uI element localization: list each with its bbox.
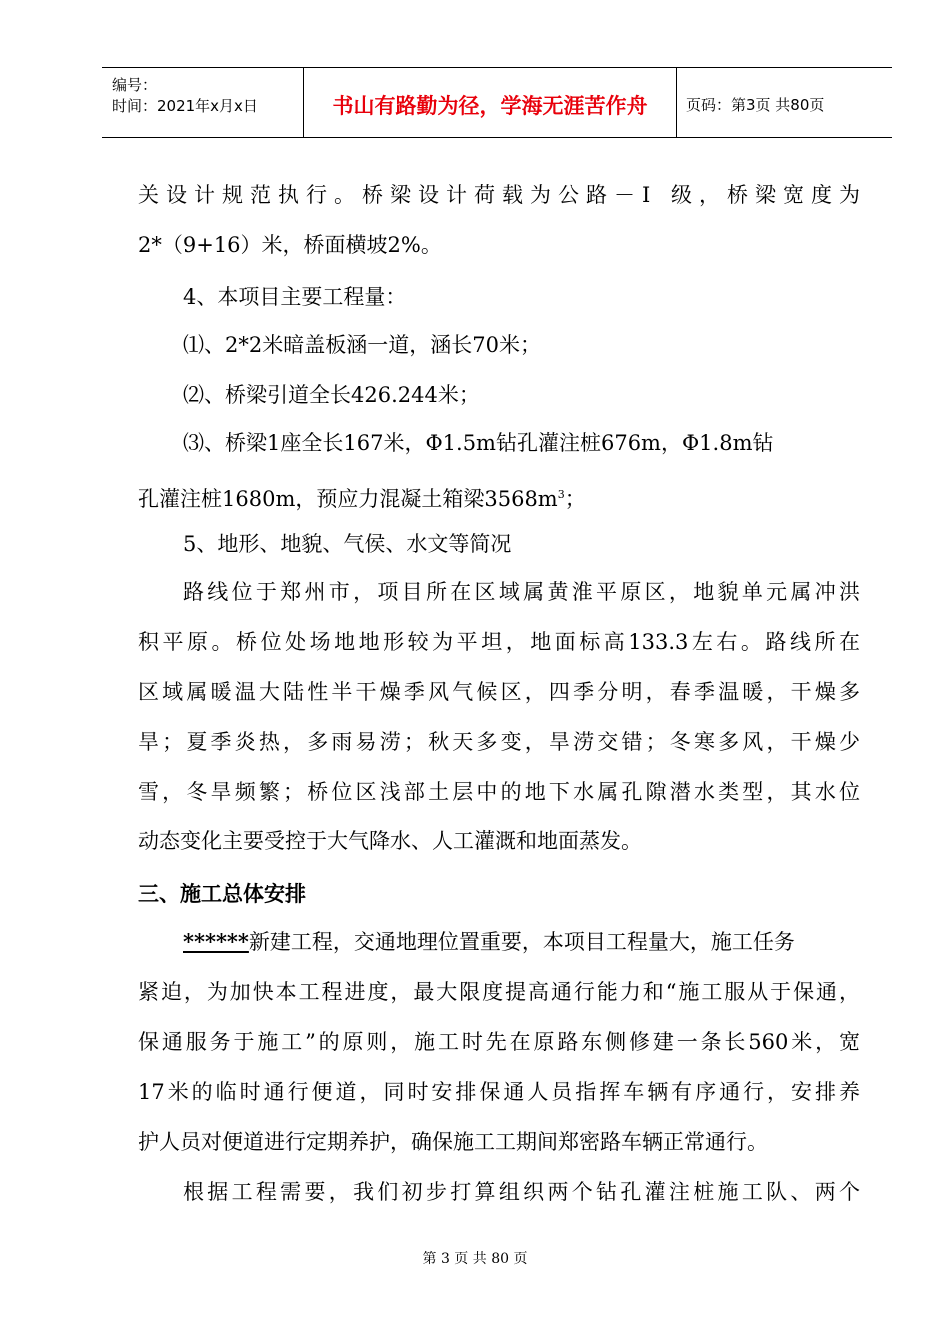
- list-item: ⑴、2*2米暗盖板涵一道，涵长70米；: [183, 333, 541, 357]
- paragraph-line: 关设计规范执行。桥梁设计荷载为公路－Ⅰ 级，桥梁宽度为: [138, 183, 860, 207]
- paragraph-line: 护人员对便道进行定期养护，确保施工工期间郑密路车辆正常通行。: [138, 1130, 768, 1154]
- paragraph-line: 旱；夏季炎热，多雨易涝；秋天多变，旱涝交错；冬寒多风，干燥少: [138, 730, 860, 754]
- list-item: ⑶、桥梁1座全长167米，Φ1.5m钻孔灌注桩676m，Φ1.8m钻: [183, 431, 774, 455]
- header-motto-cell: [304, 68, 677, 137]
- page-footer: 第 3 页 共 80 页: [422, 1251, 528, 1267]
- redacted-name: ******: [183, 929, 249, 954]
- superscript: 3: [557, 488, 565, 501]
- list-item: 5、地形、地貌、气侯、水文等简况: [183, 532, 512, 556]
- paragraph-line: [138, 481, 860, 513]
- motto-text: 书山有路勤为径，学海无涯苦作舟: [332, 94, 648, 118]
- paragraph-line: 保通服务于施工”的原则，施工时先在原路东侧修建一条长560米，宽: [138, 1030, 860, 1054]
- page-code: 页码：第3页 共80页: [686, 96, 825, 114]
- time-label: 时间：2021年x月x日: [112, 97, 258, 115]
- paragraph-line: 路线位于郑州市，项目所在区域属黄淮平原区，地貌单元属冲洪: [183, 580, 860, 604]
- paragraph-line: 雪，冬旱频繁；桥位区浅部土层中的地下水属孔隙潜水类型，其水位: [138, 780, 860, 804]
- list-item: ⑵、桥梁引道全长426.244米；: [183, 383, 480, 407]
- sub3b-end: ；: [564, 487, 586, 511]
- header-info-cell: [102, 68, 304, 137]
- paragraph-line: 根据工程需要，我们初步打算组织两个钻孔灌注桩施工队、两个: [183, 1180, 860, 1204]
- page-header: [102, 67, 892, 138]
- paragraph-line: 紧迫，为加快本工程进度，最大限度提高通行能力和“施工服从于保通，: [138, 980, 860, 1004]
- paragraph-line: 17米的临时通行便道，同时安排保通人员指挥车辆有序通行，安排养: [138, 1080, 860, 1104]
- paragraph-line: 动态变化主要受控于大气降水、人工灌溉和地面蒸发。: [138, 829, 642, 853]
- header-page-cell: [677, 68, 892, 137]
- number-label: 编号：: [112, 76, 158, 94]
- sub3b-text: 孔灌注桩1680m，预应力混凝土箱梁3568m: [138, 487, 558, 511]
- paragraph-line: 2*（9+16）米，桥面横坡2%。: [138, 233, 442, 257]
- paragraph-text: 新建工程，交通地理位置重要，本项目工程量大，施工任务: [248, 930, 795, 954]
- paragraph-line: [183, 928, 860, 956]
- paragraph-line: 积平原。桥位处场地地形较为平坦，地面标高133.3左右。路线所在: [138, 630, 860, 654]
- section-heading: 三、施工总体安排: [138, 882, 306, 906]
- paragraph-line: 区域属暖温大陆性半干燥季风气候区，四季分明，春季温暖，干燥多: [138, 680, 860, 704]
- list-item: 4、本项目主要工程量：: [183, 285, 407, 309]
